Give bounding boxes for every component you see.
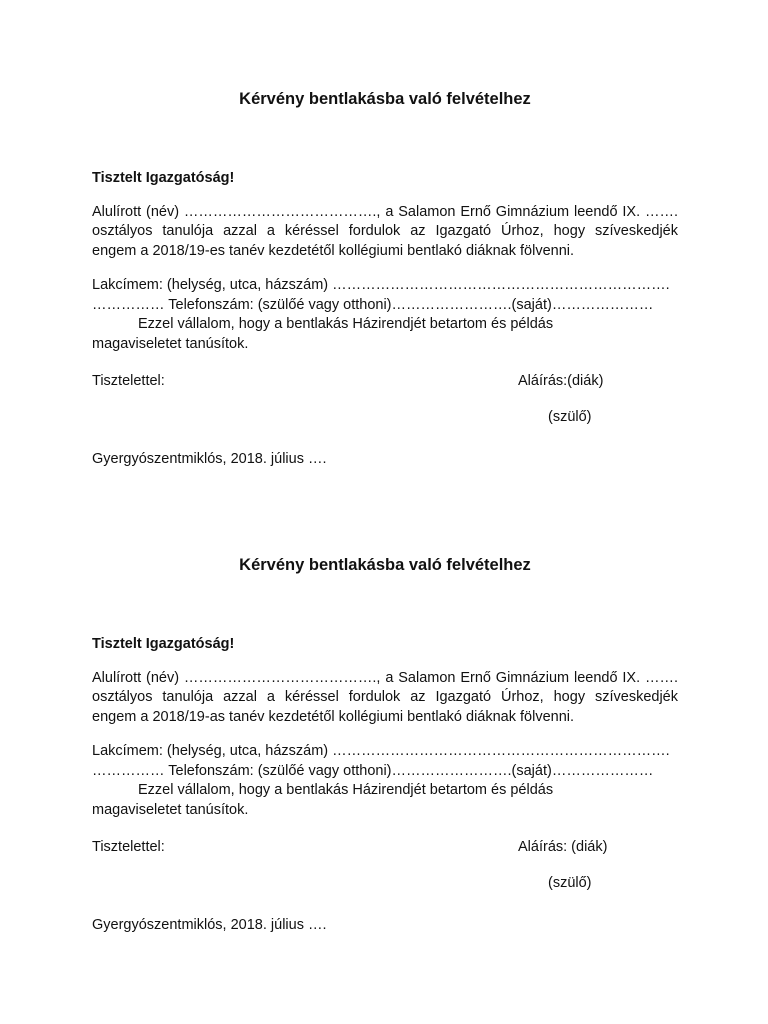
place-date: Gyergyószentmiklós, 2018. július ….	[92, 451, 327, 467]
request-form-2	[92, 554, 678, 950]
student-signature-label: Aláírás:(diák)	[518, 373, 604, 389]
place-date: Gyergyószentmiklós, 2018. július ….	[92, 917, 327, 933]
student-signature-label: Aláírás: (diák)	[518, 839, 608, 855]
address-line: Lakcímem: (helység, utca, házszám) …………………………………………………………….	[92, 277, 670, 293]
address-line: Lakcímem: (helység, utca, házszám) …………………………………………………………….	[92, 743, 670, 759]
form-title: Kérvény bentlakásba való felvételhez	[239, 556, 531, 574]
phone-line: …………… Telefonszám: (szülőé vagy otthoni)…………………….(saját)…………………	[92, 762, 654, 779]
intro-line: Alulírott (név) …………………………………., a Salamon Ernő Gimnázium leendő IX. …….	[92, 669, 678, 686]
intro-line: osztályos tanulója azzal a kéréssel fordulok az Igazgató Úrhoz, hogy szíveskedjék	[92, 223, 678, 239]
signature-row	[92, 372, 678, 392]
parent-signature-label: (szülő)	[548, 875, 592, 891]
salutation: Tisztelt Igazgatóság!	[92, 170, 235, 186]
intro-line: engem a 2018/19-es tanév kezdetétől kollégiumi bentlakó diáknak fölvenni.	[92, 242, 575, 259]
intro-paragraph	[92, 669, 678, 728]
closing-text: Tisztelettel:	[92, 373, 165, 389]
phone-line: …………… Telefonszám: (szülőé vagy otthoni)…………………….(saját)…………………	[92, 296, 654, 313]
commitment-line: Ezzel vállalom, hogy a bentlakás Házirendjét betartom és példás	[138, 316, 554, 332]
commitment-line: Ezzel vállalom, hogy a bentlakás Házirendjét betartom és példás	[138, 782, 554, 798]
parent-signature-label: (szülő)	[548, 409, 592, 425]
intro-line: engem a 2018/19-as tanév kezdetétől kollégiumi bentlakó diáknak fölvenni.	[92, 708, 575, 725]
parent-signature-row	[92, 408, 678, 428]
closing-text: Tisztelettel:	[92, 839, 165, 855]
commitment-line: magaviseletet tanúsítok.	[92, 335, 249, 352]
salutation: Tisztelt Igazgatóság!	[92, 636, 235, 652]
intro-line: Alulírott (név) …………………………………., a Salamon Ernő Gimnázium leendő IX. …….	[92, 203, 678, 220]
address-block	[92, 742, 678, 820]
commitment-line: magaviseletet tanúsítok.	[92, 801, 249, 818]
intro-line: osztályos tanulója azzal a kéréssel fordulok az Igazgató Úrhoz, hogy szíveskedjék	[92, 689, 678, 705]
parent-signature-row	[92, 874, 678, 894]
signature-row	[92, 838, 678, 858]
intro-paragraph	[92, 203, 678, 262]
request-form-1	[92, 88, 678, 484]
address-block	[92, 276, 678, 354]
form-title: Kérvény bentlakásba való felvételhez	[239, 90, 531, 108]
